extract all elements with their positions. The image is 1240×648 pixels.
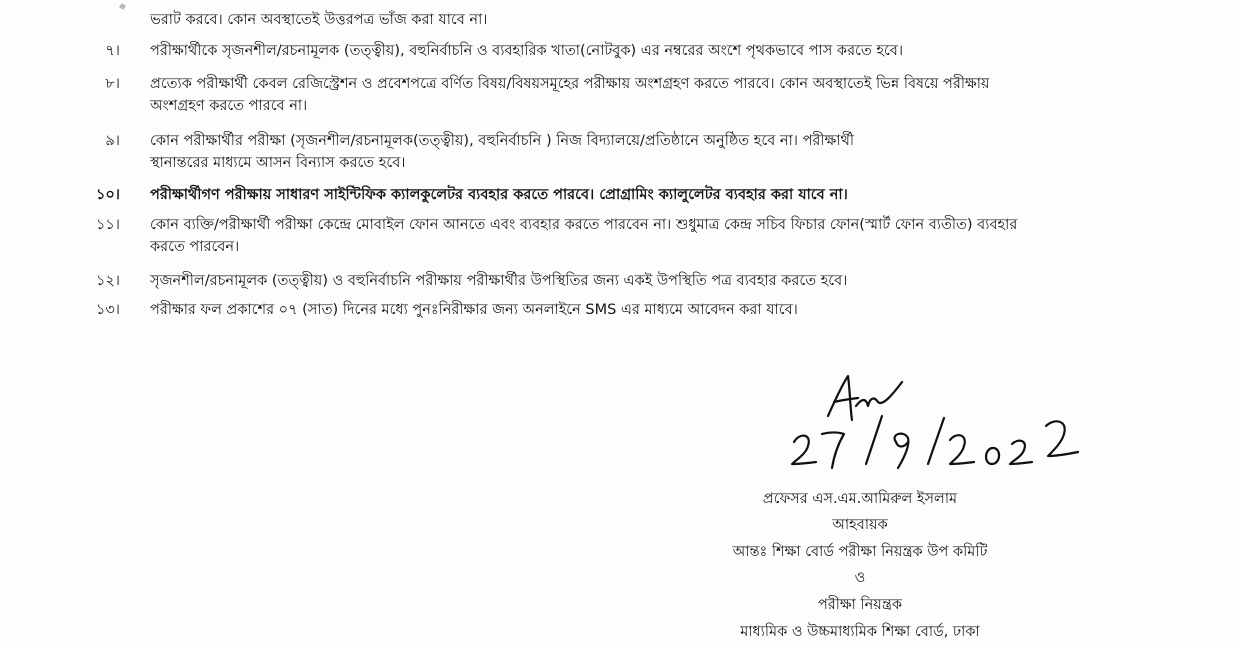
item-9-text-line-1: কোন পরীক্ষার্থীর পরীক্ষা (সৃজনশীল/রচনামূলক(তত্ত্বীয়), বহুনির্বাচনি ) নিজ বিদ্যালয়ে/প্রতিষ্ঠানে অনুষ্ঠিত হবে না। পরীক্ষার্থী <box>150 133 855 149</box>
signatory-board: মাধ্যমিক ও উচ্চমাধ্যমিক শিক্ষা বোর্ড, ঢাকা <box>740 624 980 640</box>
item-12-number: ১২। <box>95 273 120 289</box>
item-9-number: ৯। <box>105 133 120 149</box>
item-10-number: ১০। <box>95 187 120 203</box>
signatory-conjunction: ও <box>854 570 866 586</box>
item-7-text: পরীক্ষার্থীকে সৃজনশীল/রচনামূলক (তত্ত্বীয়), বহুনির্বাচনি ও ব্যবহারিক খাতা(নোটবুক) এর নম্বরের অংশে পৃথকভাবে পাস করতে হবে। <box>150 43 904 59</box>
item-13-number: ১৩। <box>95 302 120 318</box>
item-9-text-line-2: স্থানান্তরের মাধ্যমে আসন বিন্যাস করতে হবে। <box>150 155 406 171</box>
item-12-text: সৃজনশীল/রচনামূলক (তত্ত্বীয়) ও বহুনির্বাচনি পরীক্ষায় পরীক্ষার্থীর উপস্থিতির জন্য একই উপস্থিতি পত্র ব্যবহার করতে হবে। <box>150 273 848 289</box>
handwritten-signature <box>778 368 1098 478</box>
item-11-number: ১১। <box>95 217 120 233</box>
item-11-text-line-1: কোন ব্যক্তি/পরীক্ষার্থী পরীক্ষা কেন্দ্রে মোবাইল ফোন আনতে এবং ব্যবহার করতে পারবেন না। শুধুমাত্র কেন্দ্র সচিব ফিচার ফোন(স্মার্ট ফোন ব্যতীত) ব্যবহার <box>150 217 1018 233</box>
item-8-text-line-2: অংশগ্রহণ করতে পারবে না। <box>150 98 308 114</box>
signatory-role: আহবায়ক <box>832 517 888 533</box>
scan-speck <box>119 3 126 10</box>
signatory-name: প্রফেসর এস.এম.আমিরুল ইসলাম <box>762 491 958 507</box>
signatory-committee: আন্তঃ শিক্ষা বোর্ড পরীক্ষা নিয়ন্ত্রক উপ কমিটি <box>732 544 988 560</box>
item-13-text: পরীক্ষার ফল প্রকাশের ০৭ (সাত) দিনের মধ্যে পুনঃনিরীক্ষার জন্য অনলাইনে SMS এর মাধ্যমে আবেদন করা যাবে। <box>150 302 798 318</box>
item-8-number: ৮। <box>105 76 120 92</box>
item-7-number: ৭। <box>105 43 120 59</box>
signatory-title: পরীক্ষা নিয়ন্ত্রক <box>817 597 903 613</box>
item-10-text: পরীক্ষার্থীগণ পরীক্ষায় সাধারণ সাইন্টিফিক ক্যালকুলেটর ব্যবহার করতে পারবে। প্রোগ্রামিং ক্যালুলেটর ব্যবহার করা যাবে না। <box>150 187 848 203</box>
item-8-text-line-1: প্রত্যেক পরীক্ষার্থী কেবল রেজিস্ট্রেশন ও প্রবেশপত্রে বর্ণিত বিষয়/বিষয়সমূহের পরীক্ষায় অংশগ্রহণ করতে পারবে। কোন অবস্থাতেই ভিন্ন বিষয়ে পরীক্ষায় <box>150 76 990 92</box>
item-11-text-line-2: করতে পারবেন। <box>150 239 240 255</box>
item-continuation-line: ভরাট করবে। কোন অবস্থাতেই উত্তরপত্র ভাঁজ করা যাবে না। <box>150 12 488 28</box>
